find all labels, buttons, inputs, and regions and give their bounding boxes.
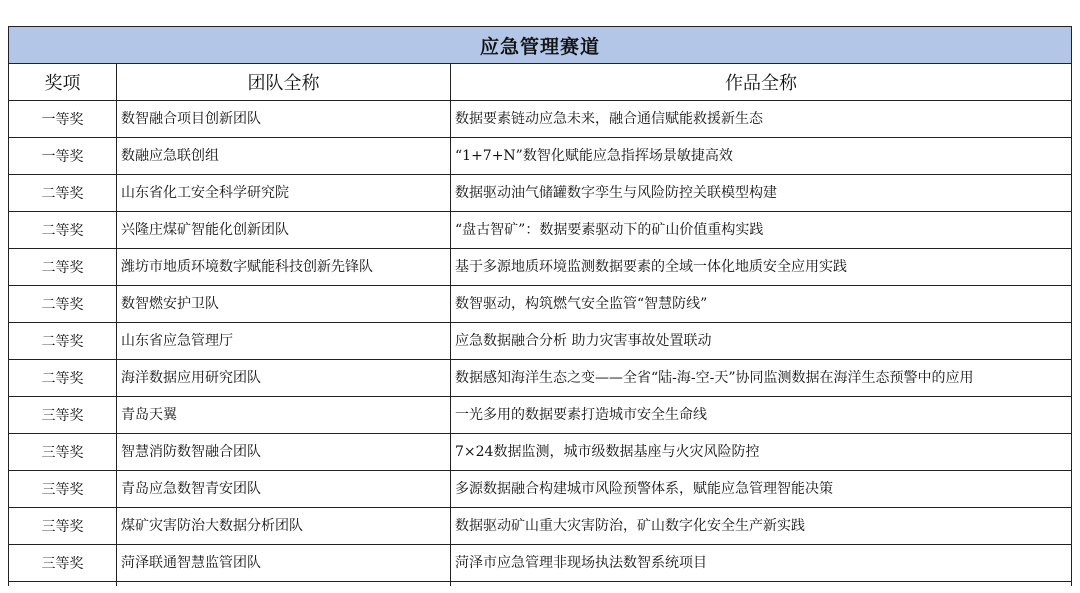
table-row xyxy=(9,545,1072,582)
team-cell: 菏泽联通智慧监管团队 xyxy=(117,545,451,582)
award-cell: 二等奖 xyxy=(9,175,117,212)
table-row xyxy=(9,286,1072,323)
award-cell: 三等奖 xyxy=(9,545,117,582)
table-row xyxy=(9,101,1072,138)
award-cell: 三等奖 xyxy=(9,508,117,545)
work-cell: 应急数据融合分析 助力灾害事故处置联动 xyxy=(451,323,1072,360)
table-row xyxy=(9,175,1072,212)
table-row xyxy=(9,508,1072,545)
table-row xyxy=(9,360,1072,397)
award-cell: 三等奖 xyxy=(9,397,117,434)
award-cell: 三等奖 xyxy=(9,471,117,508)
award-cell: 一等奖 xyxy=(9,101,117,138)
title-row xyxy=(9,27,1072,64)
award-cell: 二等奖 xyxy=(9,323,117,360)
award-cell: 二等奖 xyxy=(9,286,117,323)
header-award: 奖项 xyxy=(9,64,117,101)
work-cell: 数据要素链动应急未来，融合通信赋能救援新生态 xyxy=(451,101,1072,138)
award-cell: 三等奖 xyxy=(9,434,117,471)
table-row xyxy=(9,323,1072,360)
award-cell: 二等奖 xyxy=(9,360,117,397)
empty-cell xyxy=(451,582,1072,587)
empty-cell xyxy=(117,582,451,587)
table-row xyxy=(9,212,1072,249)
table-row xyxy=(9,397,1072,434)
team-cell: 山东省化工安全科学研究院 xyxy=(117,175,451,212)
work-cell: 一光多用的数据要素打造城市安全生命线 xyxy=(451,397,1072,434)
table-row-partial xyxy=(9,582,1072,587)
work-cell: 数据驱动油气储罐数字孪生与风险防控关联模型构建 xyxy=(451,175,1072,212)
work-cell: 多源数据融合构建城市风险预警体系，赋能应急管理智能决策 xyxy=(451,471,1072,508)
work-cell: 菏泽市应急管理非现场执法数智系统项目 xyxy=(451,545,1072,582)
team-cell: 智慧消防数智融合团队 xyxy=(117,434,451,471)
header-work: 作品全称 xyxy=(451,64,1072,101)
table-row xyxy=(9,138,1072,175)
work-cell: 基于多源地质环境监测数据要素的全域一体化地质安全应用实践 xyxy=(451,249,1072,286)
work-cell: “1+7+N”数智化赋能应急指挥场景敏捷高效 xyxy=(451,138,1072,175)
table-body xyxy=(9,101,1072,587)
header-team: 团队全称 xyxy=(117,64,451,101)
team-cell: 数智燃安护卫队 xyxy=(117,286,451,323)
table-row xyxy=(9,249,1072,286)
table-title: 应急管理赛道 xyxy=(9,27,1072,64)
team-cell: 数智融合项目创新团队 xyxy=(117,101,451,138)
table-row xyxy=(9,434,1072,471)
team-cell: 煤矿灾害防治大数据分析团队 xyxy=(117,508,451,545)
team-cell: 青岛天翼 xyxy=(117,397,451,434)
header-row xyxy=(9,64,1072,101)
team-cell: 兴隆庄煤矿智能化创新团队 xyxy=(117,212,451,249)
team-cell: 海洋数据应用研究团队 xyxy=(117,360,451,397)
team-cell: 青岛应急数智青安团队 xyxy=(117,471,451,508)
work-cell: “盘古智矿”：数据要素驱动下的矿山价值重构实践 xyxy=(451,212,1072,249)
team-cell: 数融应急联创组 xyxy=(117,138,451,175)
work-cell: 数智驱动，构筑燃气安全监管“智慧防线” xyxy=(451,286,1072,323)
work-cell: 数据感知海洋生态之变——全省“陆-海-空-天”协同监测数据在海洋生态预警中的应用 xyxy=(451,360,1072,397)
table-row xyxy=(9,471,1072,508)
empty-cell xyxy=(9,582,117,587)
awards-table xyxy=(8,26,1072,586)
work-cell: 数据驱动矿山重大灾害防治，矿山数字化安全生产新实践 xyxy=(451,508,1072,545)
work-cell: 7×24数据监测，城市级数据基座与火灾风险防控 xyxy=(451,434,1072,471)
team-cell: 山东省应急管理厅 xyxy=(117,323,451,360)
team-cell: 潍坊市地质环境数字赋能科技创新先锋队 xyxy=(117,249,451,286)
award-cell: 二等奖 xyxy=(9,212,117,249)
award-cell: 二等奖 xyxy=(9,249,117,286)
award-cell: 一等奖 xyxy=(9,138,117,175)
